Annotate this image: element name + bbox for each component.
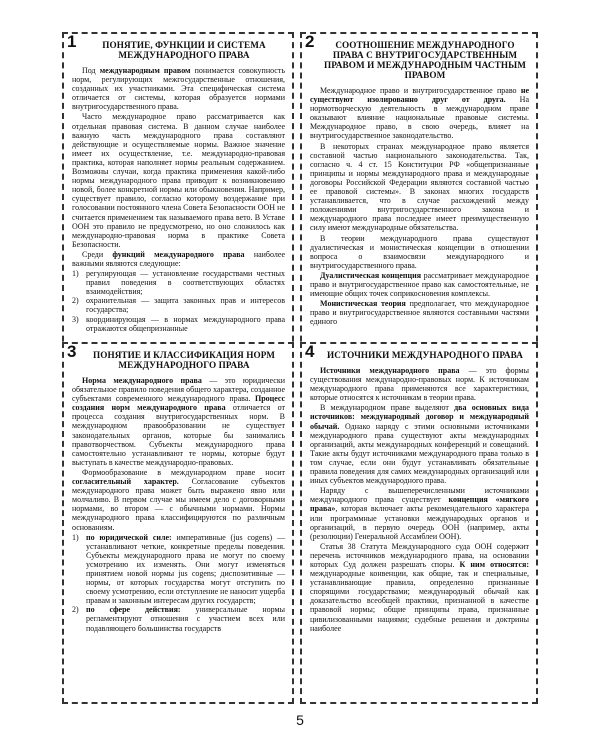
- card-1: [62, 32, 294, 372]
- card-number: 2: [305, 32, 315, 51]
- card-title: ПОНЯТИЕ, ФУНКЦИИ И СИСТЕМА МЕЖДУНАРОДНОГО ПРАВА: [102, 40, 266, 60]
- card-4: [300, 342, 538, 704]
- list-item: 1) регулирующая — установление государствами честных правил поведения в соответствующих областях взаимодействия;: [72, 269, 285, 297]
- card-number: 1: [67, 32, 77, 51]
- card-body: Источники международного права — это формы существования международно-правовых норм. К источникам международного права применяются все характеристики, которые относятся к источникам в теории права. В международном праве выделяют два основных вида источников: международный договор и международный обычай. Однако наряду с этими основными источниками международного права существуют акты международных организаций, акты международных конференций и совещаний. Такие акты будут источниками международного права только в том случае, если они будут устанавливать обязательные правила поведения для самих международных организаций или иных субъектов международного права. Наряду с вышеперечисленными источниками международного права существует концепция «мягкого права», которая включает акты рекомендательного характера или программные установки международных органов и организаций, в первую очередь ООН (например, акты (резолюции) Генеральной Ассамблеи ООН). Статья 38 Статута Международного суда ООН содержит перечень источников международного права, на основании которых Суд должен разрешать споры. К ним относятся: международные конвенции, как общие, так и специальные, устанавливающие правила, определенно признанные спорящими государствами; международный обычай как доказательство всеобщей практики, признанной в качестве правовой нормы; общие принципы права, признанные цивилизованными нациями; судебные решения и доктрины наиболее: [310, 366, 530, 633]
- page-number: 5: [296, 712, 304, 728]
- list-item: 2) по сфере действия: универсальные нормы регламентируют отношения с участием всех или подавляющего большинства государств: [72, 605, 285, 633]
- card-body: Норма международного права — это юридически обязательное правило поведения общего характера, созданное субъектами современного международного права. Процесс создания норм международного права отличается от процесса создания внутригосударственных норм. В международном правообразовании не существует законодательных органов, которые бы занимались правотворчеством. Субъекты международного права самостоятельно устанавливают те нормы, которые будут выступать в качестве международно-правовых. Формообразование в международном праве носит согласительный характер. Согласование субъектов международного права может быть выражено явно или молчаливо. В первом случае мы имеем дело с договорными нормами, во втором — с обычными нормами. Нормы международного права классифицируются по различным основаниям. 1) по юридической силе: императивные (jus cogens) — устанавливают четкие, конкретные пределы поведения. Субъекты международного права не могут по своему усмотрению их изменять. Они могут изменяться принятием новой нормы jus cogens; диспозитивные — нормы, от которых государства могут отступить по своему усмотрению, если отступление не наносит ущерба правам и законным интересам других государств; 2) по сфере действия: универсальные нормы регламентируют отношения с участием всех или подавляющего большинства государств: [72, 376, 285, 633]
- card-2: [300, 32, 538, 372]
- card-title: СООТНОШЕНИЕ МЕЖДУНАРОДНОГО ПРАВА С ВНУТРИГОСУДАРСТВЕННЫМ ПРАВОМ И МЕЖДУНАРОДНЫМ ЧАСТНЫМ ПРАВОМ: [324, 40, 526, 80]
- card-body: Под международным правом понимается совокупность норм, регулирующих межгосударственные отношения, созданных их участниками. Эта специфическая система отличается от системы, которая образуется нормами внутригосударственного права. Часто международное право рассматривается как отдельная правовая система. В данном случае наиболее важную часть международного права составляют действующие и осуществляемые нормы. Важное значение имеет их осуществление, т.е. международно-правовая практика, которая наполняет нормы реальным содержанием. Возможны случаи, когда практика применения какой-либо нормы международного права приводит к возникновению новой, более конкретной нормы или обыкновения. Например, существует правило, согласно которому воздержание при голосовании постоянного члена Совета Безопасности ООН не считается применением так называемого права вето. В Уставе ООН это правило не предусмотрено, но оно сложилось как международно-правовая норма в практике Совета Безопасности. Среди функций международного права наиболее важными являются следующие: 1) регулирующая — установление государствами честных правил поведения в соответствующих областях взаимодействия; 2) охранительная — защита законных прав и интересов государства; 3) координирующая — в нормах международного права отражаются общепризнанные: [72, 66, 285, 333]
- card-number: 3: [67, 342, 77, 361]
- card-number: 4: [305, 342, 315, 361]
- card-body: Международное право и внутригосударственное право не существуют изолированно друг от друга. На нормотворческую деятельность в международном праве оказывают влияние национальные правовые системы. Международное право, в свою очередь, влияет на внутригосударственное законодательство. В некоторых странах международное право является составной частью национального законодательства. Так, согласно ч. 4 ст. 15 Конституции РФ «общепризнанные принципы и нормы международного права и международные договоры Российской Федерации являются составной частью ее правовой системы». В законах многих государств устанавливается, что в случае расхождений между положениями внутригосударственного закона и международного права последнее имеет преимущественную силу имеют международные обязательства. В теории международного права существуют дуалистическая и монистическая концепции в отношении вопроса о взаимосвязи международного и внутригосударственного права. Дуалистическая концепция рассматривает международное право и внутригосударственное право как самостоятельные, не имеющие общих точек соприкосновения комплексы. Монистическая теория предполагает, что международное право и внутригосударственное являются составными частями единого: [310, 86, 529, 327]
- list-item: 3) координирующая — в нормах международного права отражаются общепризнанные: [72, 314, 285, 333]
- list-item: 1) по юридической силе: императивные (jus cogens) — устанавливают четкие, конкретные пределы поведения. Субъекты международного права не могут по своему усмотрению их изменять. Они могут изменяться принятием новой нормы jus cogens; диспозитивные — нормы, от которых государства могут отступить по своему усмотрению, если отступление не наносит ущерба правам и законным интересам других государств;: [72, 532, 285, 606]
- functions-list: [72, 269, 285, 333]
- classification-list: [72, 533, 285, 633]
- card-title: ИСТОЧНИКИ МЕЖДУНАРОДНОГО ПРАВА: [326, 350, 523, 360]
- card-3: [62, 342, 294, 704]
- card-title: ПОНЯТИЕ И КЛАССИФИКАЦИЯ НОРМ МЕЖДУНАРОДНОГО ПРАВА: [92, 350, 276, 370]
- list-item: 2) охранительная — защита законных прав и интересов государства;: [72, 296, 285, 315]
